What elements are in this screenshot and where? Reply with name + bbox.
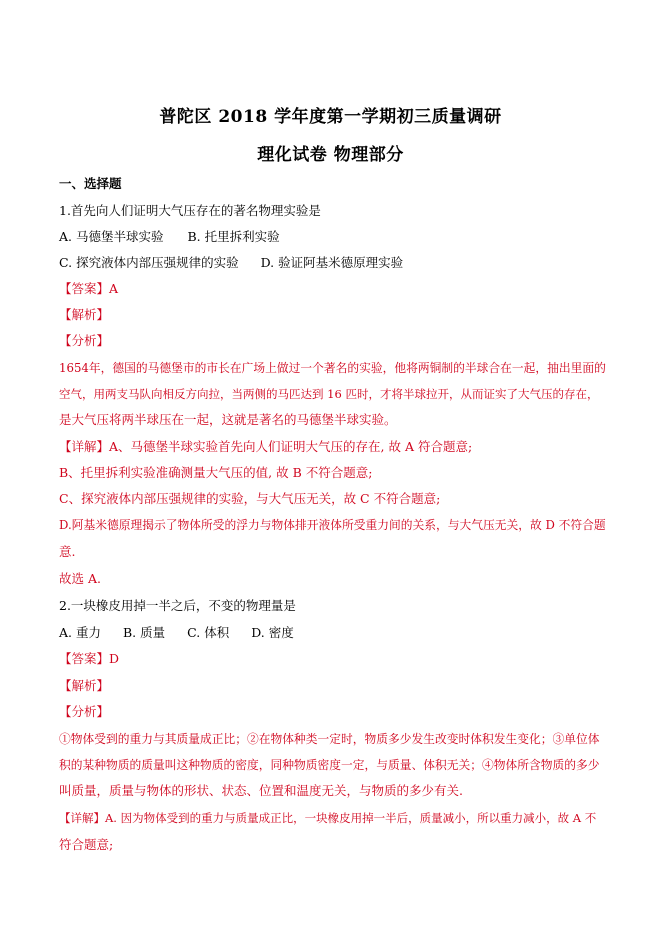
q2-analysis-line: 叫质量，质量与物体的形状、状态、位置和温度无关，与物质的多少有关. bbox=[59, 783, 463, 798]
q2-option-a: A. 重力 bbox=[59, 625, 101, 640]
q2-detail-line: 【详解】A. 因为物体受到的重力与质量成正比，一块橡皮用掉一半后，质量减小，所以重力减小，故 A 不 bbox=[59, 811, 597, 825]
q1-detail-line: 【详解】A、马德堡半球实验首先向人们证明大气压的存在, 故 A 符合题意; bbox=[59, 439, 473, 454]
q2-option-d: D. 密度 bbox=[251, 625, 294, 640]
q2-jiexi-label: 【解析】 bbox=[59, 678, 110, 693]
q2-analysis-line: 积的某种物质的质量叫这种物质的密度，同种物质密度一定，与质量、体积无关；④物体所含物质的多少 bbox=[59, 758, 600, 772]
q1-detail-line: B、托里拆利实验准确测量大气压的值, 故 B 不符合题意; bbox=[59, 465, 373, 480]
q1-analysis-line: 是大气压将两半球压在一起，这就是著名的马德堡半球实验。 bbox=[59, 412, 397, 427]
section-heading: 一、选择题 bbox=[59, 176, 122, 191]
q1-option-c: C. 探究液体内部压强规律的实验 bbox=[59, 255, 239, 270]
q2-answer: 【答案】D bbox=[59, 651, 120, 666]
q1-answer: 【答案】A bbox=[59, 281, 119, 296]
q2-fenxi-label: 【分析】 bbox=[59, 704, 110, 719]
q1-detail-line: D.阿基米德原理揭示了物体所受的浮力与物体排开液体所受重力间的关系，与大气压无关，故 D 不符合题 bbox=[59, 518, 606, 532]
q1-fenxi-label: 【分析】 bbox=[59, 333, 110, 348]
q1-detail-line: 意. bbox=[59, 544, 76, 559]
q2-options-row bbox=[59, 625, 294, 641]
document-title: 普陀区 2018 学年度第一学期初三质量调研 bbox=[159, 107, 502, 127]
q2-detail-line: 符合题意; bbox=[59, 837, 114, 852]
q1-analysis-line: 空气，用两支马队向相反方向拉，当两侧的马匹达到 16 匹时，才将半球拉开，从而证实了大气压的存在， bbox=[59, 387, 599, 401]
q1-option-b: B. 托里拆利实验 bbox=[187, 229, 280, 244]
q2-option-c: C. 体积 bbox=[187, 625, 230, 640]
q1-detail-line: C、探究液体内部压强规律的实验，与大气压无关，故 C 不符合题意; bbox=[59, 491, 441, 506]
document-subtitle: 理化试卷 物理部分 bbox=[257, 145, 404, 165]
q1-options-row-1 bbox=[59, 229, 280, 245]
q1-option-a: A. 马德堡半球实验 bbox=[59, 229, 164, 244]
q2-analysis-line: ①物体受到的重力与其质量成正比；②在物体种类一定时，物质多少发生改变时体积发生变化；③单位体 bbox=[59, 732, 600, 746]
q1-analysis-line: 1654年，德国的马德堡市的市长在广场上做过一个著名的实验，他将两铜制的半球合在一起，抽出里面的 bbox=[59, 361, 606, 375]
q1-options-row-2 bbox=[59, 255, 403, 271]
q2-option-b: B. 质量 bbox=[122, 625, 166, 640]
q1-jiexi-label: 【解析】 bbox=[59, 307, 110, 322]
q2-question: 2.一块橡皮用掉一半之后，不变的物理量是 bbox=[59, 598, 296, 613]
q1-detail-line: 故选 A. bbox=[59, 571, 101, 586]
q1-question: 1.首先向人们证明大气压存在的著名物理实验是 bbox=[59, 203, 321, 218]
q1-option-d: D. 验证阿基米德原理实验 bbox=[260, 255, 404, 270]
